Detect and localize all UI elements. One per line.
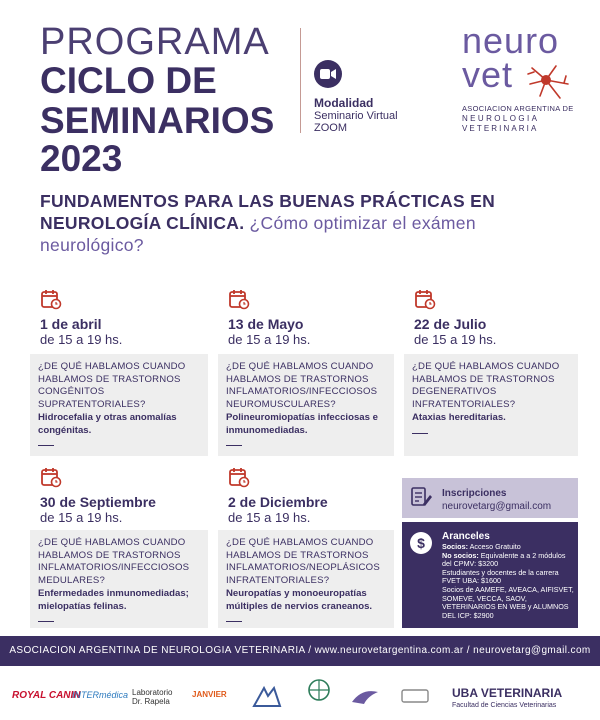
fees-nosocios-value: Equivalente a a 2 módulos del CPMV: $3200 bbox=[442, 550, 566, 569]
session-hours: de 15 a 19 hs. bbox=[414, 332, 497, 347]
session-question: ¿DE QUÉ HABLAMOS CUANDO HABLAMOS DE TRASTORNOS CONGÉNITOS SUPRATENTORIALES? bbox=[38, 361, 186, 410]
calendar-icon bbox=[228, 288, 250, 315]
session-detail: Hidrocefalia y otras anomalías congénitas. bbox=[38, 412, 177, 436]
footer-contact[interactable]: ASOCIACION ARGENTINA DE NEUROLOGIA VETERINARIA / www.neurovetargentina.com.ar / neurovetarg@gmail.com bbox=[9, 645, 591, 656]
session-date: 22 de Julio bbox=[414, 316, 487, 332]
calendar-icon bbox=[414, 288, 436, 315]
card-dash bbox=[38, 621, 54, 622]
calendar-icon bbox=[40, 466, 62, 493]
fees-socios-value: Acceso Gratuito bbox=[467, 542, 521, 551]
form-edit-icon bbox=[410, 486, 432, 508]
session-detail: Polineuromiopatías infecciosas e inmunomediadas. bbox=[226, 412, 378, 436]
dollar-icon: $ bbox=[410, 532, 432, 554]
registration-title: Inscripciones bbox=[442, 488, 507, 499]
subtitle-question: ¿Cómo optimizar el exámen neurológico? bbox=[40, 213, 476, 255]
title-seminarios: SEMINARIOS bbox=[40, 100, 275, 141]
logo-subtitle-line3: VETERINARIA bbox=[462, 124, 539, 133]
title-programa: PROGRAMA bbox=[40, 21, 270, 63]
sponsor-uba: UBA VETERINARIA bbox=[452, 686, 563, 700]
session-detail: Neuropatías y monoeuropatías múltiples de nervios craneanos. bbox=[226, 588, 373, 612]
session-question: ¿DE QUÉ HABLAMOS CUANDO HABLAMOS DE TRASTORNOS DEGENERATIVOS INFRATENTORIALES? bbox=[412, 361, 560, 410]
calendar-icon bbox=[40, 288, 62, 315]
sponsor-mark-icon bbox=[400, 686, 430, 706]
session-card bbox=[30, 530, 208, 628]
session-question: ¿DE QUÉ HABLAMOS CUANDO HABLAMOS DE TRASTORNOS INFLAMATORIOS/NEOPLÁSICOS INFRATENTORIALES? bbox=[226, 537, 380, 586]
sponsor-rapela-line1: Laboratorio bbox=[132, 688, 173, 697]
session-hours: de 15 a 19 hs. bbox=[228, 332, 311, 347]
fees-students: Estudiantes y docentes de la carrera FVET UBA: $1600 bbox=[442, 567, 559, 586]
card-dash bbox=[226, 621, 242, 622]
sponsor-uba-subtitle: Facultad de Ciencias Veterinarias bbox=[452, 702, 557, 709]
logo-subtitle-line1: ASOCIACION ARGENTINA DE bbox=[462, 104, 574, 113]
sponsor-intermedica: INTERmédica bbox=[72, 690, 129, 700]
session-card bbox=[30, 354, 208, 456]
session-card bbox=[218, 530, 394, 628]
program-subtitle bbox=[40, 190, 570, 256]
logo-neuro: neuro bbox=[462, 20, 560, 61]
calendar-icon bbox=[228, 466, 250, 493]
session-hours: de 15 a 19 hs. bbox=[40, 510, 123, 525]
neuron-icon bbox=[526, 62, 570, 102]
subtitle-bold: FUNDAMENTOS PARA LAS BUENAS PRÁCTICAS EN NEUROLOGÍA CLÍNICA. bbox=[40, 191, 496, 233]
video-camera-icon bbox=[314, 60, 342, 88]
header-divider bbox=[300, 28, 301, 133]
session-question: ¿DE QUÉ HABLAMOS CUANDO HABLAMOS DE TRASTORNOS INFLAMATORIOS/INFECCIOSOS MEDULARES? bbox=[38, 537, 190, 586]
session-date: 30 de Septiembre bbox=[40, 494, 156, 510]
card-dash bbox=[226, 445, 242, 446]
session-question: ¿DE QUÉ HABLAMOS CUANDO HABLAMOS DE TRASTORNOS INFLAMATORIOS/INFECCIOSOS NEUROMUSCULARES? bbox=[226, 361, 378, 410]
fees-partners: Socios de AAMEFE, AVEACA, AIFISVET, SOMEVE, VECCA, SAOV, VETERINARIOS EN WEB y ALUMNOS DEL ICP: $2900 bbox=[442, 584, 574, 620]
session-date: 1 de abril bbox=[40, 316, 102, 332]
fees-title: Aranceles bbox=[442, 531, 490, 542]
sponsor-logo-icon bbox=[252, 684, 282, 710]
fees-details bbox=[442, 543, 574, 620]
modality-label: Modalidad bbox=[314, 96, 374, 110]
session-date: 2 de Diciembre bbox=[228, 494, 328, 510]
registration-email[interactable]: neurovetarg@gmail.com bbox=[442, 501, 552, 512]
card-dash bbox=[38, 445, 54, 446]
sponsor-rapela bbox=[132, 688, 172, 706]
sponsor-rapela-line2: Dr. Rapela bbox=[132, 697, 170, 706]
title-ciclo: CICLO DE bbox=[40, 60, 217, 101]
session-hours: de 15 a 19 hs. bbox=[228, 510, 311, 525]
logo-subtitle-line2: NEUROLOGIA bbox=[462, 114, 540, 123]
sponsor-bird-icon bbox=[350, 684, 380, 708]
modality-value: Seminario Virtual bbox=[314, 110, 398, 122]
title-year: 2023 bbox=[40, 138, 123, 179]
session-detail: Enfermedades inmunomediadas; mielopatías felinas. bbox=[38, 588, 189, 612]
modality-platform: ZOOM bbox=[314, 122, 347, 134]
fees-socios-label: Socios: bbox=[442, 542, 468, 551]
session-card bbox=[404, 354, 578, 456]
sponsor-janvier: JANVIER bbox=[192, 690, 227, 699]
logo-vet: vet bbox=[462, 54, 514, 95]
card-dash bbox=[412, 433, 428, 434]
session-hours: de 15 a 19 hs. bbox=[40, 332, 123, 347]
session-card bbox=[218, 354, 394, 456]
session-detail: Ataxias hereditarias. bbox=[412, 412, 506, 423]
sponsor-royal-canin: ROYAL CANIN bbox=[12, 690, 81, 701]
sponsor-globe-icon bbox=[306, 678, 332, 708]
session-date: 13 de Mayo bbox=[228, 316, 304, 332]
fees-nosocios-label: No socios: bbox=[442, 550, 479, 560]
